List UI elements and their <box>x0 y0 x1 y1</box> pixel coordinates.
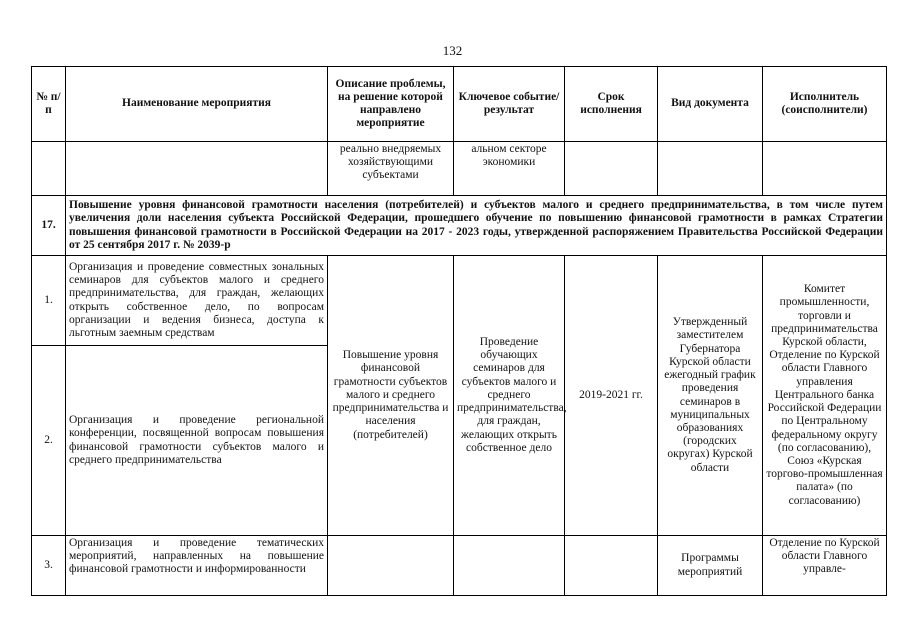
table-row <box>32 536 887 596</box>
row-problem <box>328 536 454 596</box>
header-event: Ключевое событие/ результат <box>454 67 565 142</box>
row-number: 1. <box>32 256 66 346</box>
header-executor: Исполнитель (соисполнители) <box>763 67 887 142</box>
header-num: № п/п <box>32 67 66 142</box>
row-name: Организация и проведение региональной конференции, посвященной вопросам повышения финансовой грамотности субъектов малого и среднего предпринимательства <box>66 346 328 536</box>
shared-executor: Комитет промышленности, торговли и предпринимательства Курской области, Отделение по Курской области Главного управления Центрального банка Российской Федерации по Центральному федеральному округу (по согласованию), Союз «Курская торгово-промышленная палата» (по согласованию) <box>763 256 887 536</box>
shared-problem: Повышение уровня финансовой грамотности субъектов малого и среднего предпринимательства и населения (потребителей) <box>328 256 454 536</box>
continuation-row <box>32 142 887 196</box>
section-title: Повышение уровня финансовой грамотности населения (потребителей) и субъектов малого и среднего предпринимательства, в том числе путем увеличения доли населения субъекта Российской Федерации, прошедшего обучение по повышению финансовой грамотности в рамках Стратегии повышения финансовой грамотности в Российской Федерации на 2017 - 2023 годы, утвержденной распоряжением Правительства Российской Федерации от 25 сентября 2017 г. № 2039-р <box>66 196 887 256</box>
cont-num <box>32 142 66 196</box>
header-term: Срок исполнения <box>565 67 658 142</box>
shared-term: 2019-2021 гг. <box>565 256 658 536</box>
row-name: Организация и проведение совместных зональных семинаров для субъектов малого и среднего предпринимательства, для граждан, желающих открыть собственное дело, по вопросам организации и ведения бизнеса, доступа к льготным заемным средствам <box>66 256 328 346</box>
cont-problem: реально внедряемых хозяйствующими субъектами <box>328 142 454 196</box>
header-row <box>32 67 887 142</box>
row-term <box>565 536 658 596</box>
cont-term <box>565 142 658 196</box>
cont-executor <box>763 142 887 196</box>
events-table <box>31 66 887 596</box>
header-name: Наименование мероприятия <box>66 67 328 142</box>
section-number: 17. <box>32 196 66 256</box>
row-number: 2. <box>32 346 66 536</box>
table-row <box>32 256 887 346</box>
page-number: 132 <box>442 43 463 58</box>
row-executor: Отделение по Курской области Главного управле- <box>763 536 887 596</box>
row-number: 3. <box>32 536 66 596</box>
shared-doc: Утвержденный заместителем Губернатора Курской области ежегодный график проведения семинаров в муниципальных образованиях (городских округах) Курской области <box>658 256 763 536</box>
section-row <box>32 196 887 256</box>
cont-name <box>66 142 328 196</box>
cont-event: альном секторе экономики <box>454 142 565 196</box>
row-event <box>454 536 565 596</box>
row-doc: Программы мероприятий <box>658 536 763 596</box>
header-doc: Вид документа <box>658 67 763 142</box>
cont-doc <box>658 142 763 196</box>
row-name: Организация и проведение тематических мероприятий, направленных на повышение финансовой грамотности и информированности <box>66 536 328 596</box>
shared-event: Проведение обучающих семинаров для субъектов малого и среднего предпринимательства, для граждан, желающих открыть собственное дело <box>454 256 565 536</box>
header-problem: Описание проблемы, на решение которой направлено мероприятие <box>328 67 454 142</box>
